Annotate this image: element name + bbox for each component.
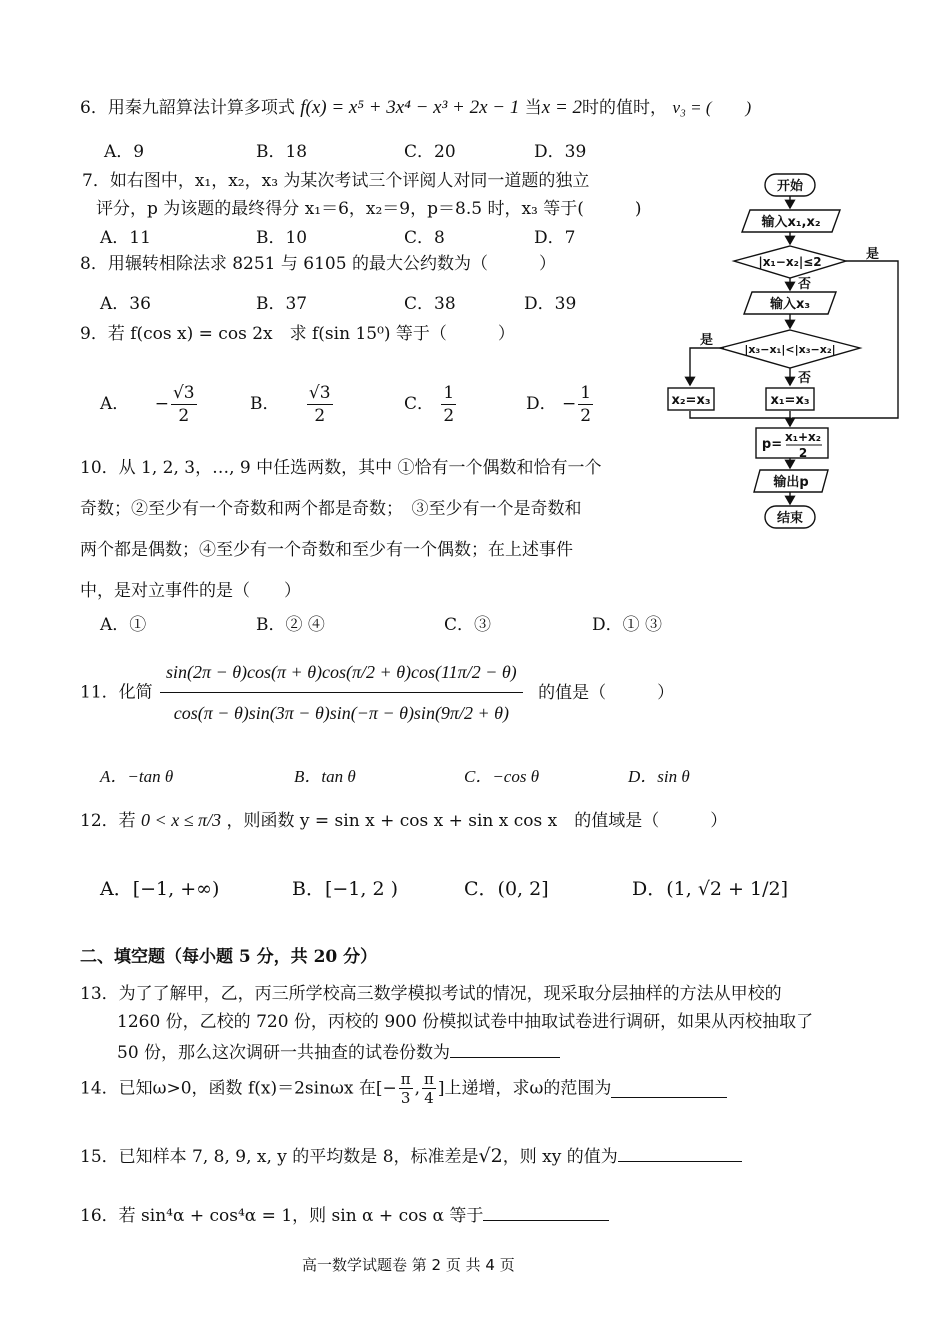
q13-answer-blank[interactable]: [450, 1039, 560, 1058]
q8-option-d: D．39: [524, 294, 577, 314]
q12-option-d: D．(1, √2 + 1/2]: [632, 878, 788, 900]
q9-option-a-label: A．: [100, 394, 130, 414]
q14-fraction-1-den: 3: [400, 1089, 411, 1107]
q9-number: 9．: [80, 324, 108, 344]
flow-start-label: 开始: [776, 179, 804, 194]
q9-option-c-denominator: 2: [443, 406, 455, 426]
q6-condition: x = 2: [541, 97, 583, 118]
q6-option-d: D．39: [534, 142, 587, 162]
q7-line2: 评分，p 为该题的最终得分 x₁＝6，x₂＝9，p＝8.5 时，x₃ 等于( ): [96, 199, 642, 219]
q10-line2: 奇数；②至少有一个奇数和两个都是奇数； ③至少有一个是奇数和: [80, 499, 582, 519]
section-fill-in-title: 二、填空题（每小题 5 分，共 20 分）: [80, 947, 378, 967]
q8-line: 8．用辗转相除法求 8251 与 6105 的最大公约数为（ ）: [80, 254, 556, 274]
flow-assign-right-label: x₁=x₃: [770, 393, 810, 408]
flow-arrow-left-merge: [690, 411, 790, 426]
q12-option-a: A．[−1, +∞): [100, 878, 220, 900]
q12-label: 12．若: [80, 811, 136, 831]
q16-answer-blank[interactable]: [483, 1202, 609, 1221]
q10-option-b: B．② ④: [256, 615, 325, 635]
q10-line3: 两个都是偶数；④至少有一个奇数和至少有一个偶数；在上述事件: [80, 540, 573, 560]
flow-input12-label: 输入x₁,x₂: [761, 215, 821, 230]
q7-line1: 7．如右图中，x₁，x₂，x₃ 为某次考试三个评阅人对同一道题的独立: [82, 171, 590, 191]
q13-line1: 13．为了了解甲，乙，丙三所学校高三数学模拟考试的情况，现采取分层抽样的方法从甲校的: [80, 984, 782, 1004]
flowchart: [660, 168, 910, 548]
q12-option-b: B．[−1, 2 ): [292, 878, 399, 900]
q14-fraction-1: [399, 1070, 413, 1107]
q12-condition: 0 < x ≤ π/3: [141, 810, 222, 830]
q14-fraction-2-num: π: [424, 1070, 434, 1088]
q9-option-d-numerator: 1: [580, 383, 592, 403]
flow-output-label: 输出p: [773, 475, 809, 490]
q6-option-b: B．18: [256, 142, 308, 162]
q9-option-d-fraction: [578, 382, 593, 427]
q11-option-a: A．−tan θ: [100, 767, 174, 786]
q12-line: [80, 809, 727, 832]
q14-text2: ]上递增，求ω的范围为: [437, 1078, 612, 1099]
q11-line: [80, 652, 674, 733]
q9-option-a-numerator: √3: [172, 383, 195, 403]
q7-option-a: A．11: [100, 228, 151, 248]
flow-no2-label: 否: [798, 371, 812, 386]
page-footer: 高一数学试题卷 第 2 页 共 4 页: [302, 1256, 515, 1274]
q9-option-c-numerator: 1: [443, 383, 455, 403]
q8-option-c: C．38: [404, 294, 456, 314]
q16-line: [80, 1202, 609, 1227]
q16-text1: 16．若 sin⁴α + cos⁴α = 1，则 sin α + cos α 等于: [80, 1206, 484, 1226]
flow-cond1-label: |x₁−x₂|≤2: [758, 255, 822, 269]
q12-text: ，则函数 y = sin x + cos x + sin x cos x 的值域是（ ）: [226, 811, 728, 831]
flow-p-numerator: x₁+x₂: [784, 430, 822, 444]
q10-option-c: C．③: [444, 615, 492, 635]
q15-answer-blank[interactable]: [618, 1143, 742, 1162]
q10-option-a: A．①: [100, 615, 147, 635]
q11-tail: 的值是（ ）: [538, 682, 675, 703]
q6-option-c: C．20: [404, 142, 456, 162]
q9-option-b-label: B．: [250, 394, 280, 414]
q14-fraction-2: [422, 1070, 436, 1107]
q13-line2: 1260 份，乙校的 720 份，丙校的 900 份模拟试卷中抽取试卷进行调研，如果从丙校抽取了: [117, 1012, 814, 1032]
q9-option-b-numerator: √3: [308, 383, 331, 403]
q6-option-a: A．9: [104, 142, 145, 162]
q8-option-b: B．37: [256, 294, 308, 314]
q15-sqrt: √2: [478, 1145, 503, 1167]
q6-ask: v₃ = ( ): [672, 98, 752, 117]
q9-option-a: [100, 382, 199, 427]
q14-fraction-2-den: 4: [424, 1089, 434, 1107]
flow-end-label: 结束: [776, 511, 804, 526]
q14-text1: 14．已知ω>0，函数 f(x)＝2sinωx 在[−: [80, 1078, 397, 1099]
q11-option-c: C．−cos θ: [464, 767, 540, 786]
q14-comma: ,: [414, 1078, 421, 1099]
q9-option-a-fraction: [171, 382, 197, 427]
q7-option-d: D．7: [534, 228, 576, 248]
q9-option-a-denominator: 2: [178, 406, 190, 426]
flow-input3-label: 输入x₃: [769, 297, 811, 312]
q6-line: [80, 97, 751, 119]
q7-option-c: C．8: [404, 228, 445, 248]
q10-option-d: D．① ③: [592, 615, 663, 635]
flow-no1-label: 否: [798, 277, 812, 292]
q9-line: [80, 323, 515, 345]
q8-option-a: A．36: [100, 294, 151, 314]
q15-text2: ，则 xy 的值为: [502, 1147, 618, 1167]
q11-option-b: B．tan θ: [294, 767, 356, 786]
q9-option-b: [250, 382, 335, 427]
q11-label: 11．化简: [80, 682, 153, 703]
q13-line3: [117, 1039, 560, 1064]
q9-option-a-sign: −: [154, 394, 169, 414]
q6-text1: 用秦九韶算法计算多项式: [107, 98, 295, 118]
q10-line1: 10．从 1, 2, 3，…, 9 中任选两数，其中 ①恰有一个偶数和恰有一个: [80, 458, 602, 478]
q15-text1: 15．已知样本 7, 8, 9, x, y 的平均数是 8，标准差是: [80, 1147, 479, 1167]
q9-option-c-label: C．: [404, 394, 435, 414]
flow-yes2-label: 是: [700, 333, 714, 348]
q14-answer-blank[interactable]: [611, 1079, 727, 1098]
q14-line: [80, 1070, 727, 1107]
q9-option-b-denominator: 2: [314, 406, 326, 426]
q12-option-c: C．(0, 2]: [464, 878, 549, 900]
q6-number: 6．: [80, 98, 108, 118]
flow-yes1-label: 是: [866, 247, 880, 262]
q9-option-d-label: D．: [526, 394, 557, 414]
q9-option-b-fraction: [307, 382, 333, 427]
q11-denominator: cos(π − θ)sin(3π − θ)sin(−π − θ)sin(9π/2 + θ): [173, 703, 509, 723]
flow-p-label: p=: [761, 437, 783, 452]
q6-polynomial: f(x) = x⁵ + 3x⁴ − x³ + 2x − 1: [300, 97, 520, 118]
q9-option-c-fraction: [441, 382, 456, 427]
q11-option-d: D．sin θ: [628, 767, 690, 786]
q11-numerator: sin(2π − θ)cos(π + θ)cos(π/2 + θ)cos(11π/2 − θ): [160, 652, 523, 693]
q7-option-b: B．10: [256, 228, 308, 248]
q14-fraction-1-num: π: [400, 1070, 411, 1088]
q6-text2: 当: [524, 98, 542, 118]
q13-line3-text: 50 份，那么这次调研一共抽查的试卷份数为: [117, 1043, 451, 1063]
q15-line: [80, 1143, 742, 1168]
flow-arrow-cond2-left: [690, 348, 724, 385]
q9-option-d: [526, 382, 595, 427]
q9-option-d-sign: −: [562, 394, 577, 414]
q6-text3: 时的值时，: [582, 98, 668, 118]
flow-assign-left-label: x₂=x₃: [671, 393, 711, 408]
q9-option-c: [404, 382, 458, 427]
q11-expression: [160, 652, 523, 733]
flow-cond2-label: |x₃−x₁|<|x₃−x₂|: [744, 343, 836, 356]
flow-p-denominator: 2: [798, 446, 808, 460]
q10-line4: 中，是对立事件的是（ ）: [80, 581, 301, 601]
q9-option-d-denominator: 2: [580, 406, 592, 426]
q9-text: 若 f(cos x) = cos 2x 求 f(sin 15⁰) 等于（ ）: [107, 324, 515, 344]
